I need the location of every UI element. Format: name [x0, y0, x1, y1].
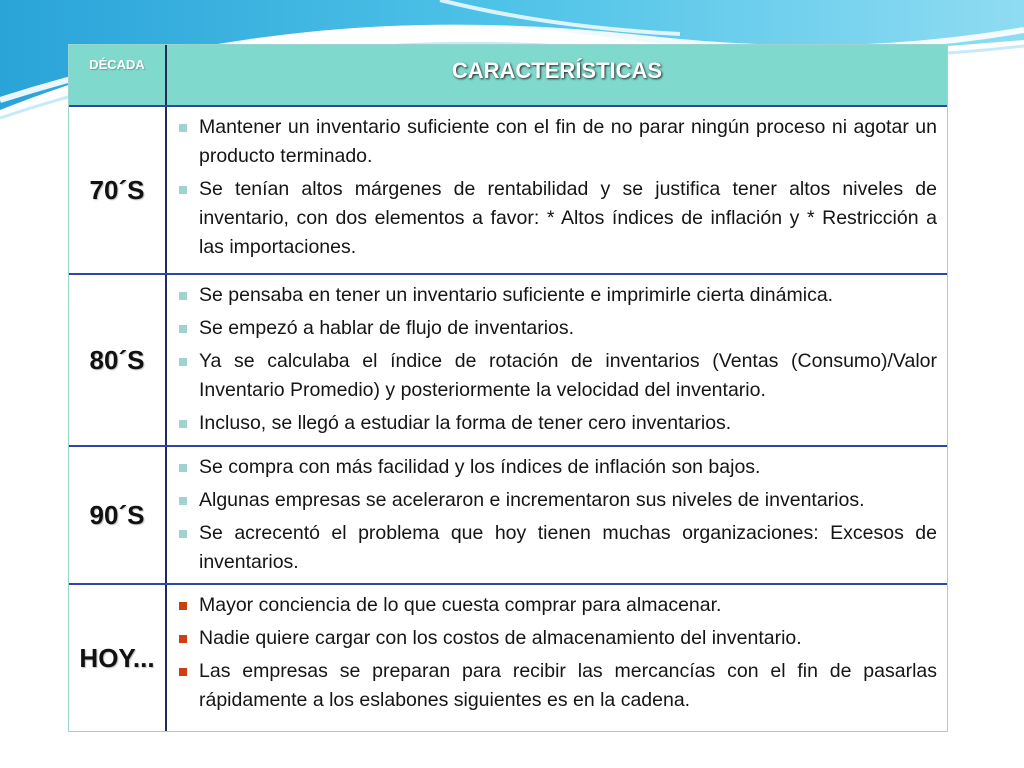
- list-item: Ya se calculaba el índice de rotación de inventarios (Ventas (Consumo)/Valor Inventario Promedio) y posteriormente la velocidad del inventario.: [167, 347, 937, 405]
- column-divider: [165, 45, 167, 105]
- decade-label: HOY...: [79, 642, 155, 673]
- square-bullet-icon: [179, 602, 187, 610]
- table-row: [69, 275, 947, 445]
- square-bullet-icon: [179, 292, 187, 300]
- decade-label: 90´S: [89, 499, 145, 530]
- characteristics-list: [167, 281, 937, 442]
- list-item: Se acrecentó el problema que hoy tienen muchas organizaciones: Excesos de inventarios.: [167, 519, 937, 577]
- characteristics-column-header: CARACTERÍSTICAS: [451, 58, 663, 83]
- square-bullet-icon: [179, 464, 187, 472]
- characteristics-list: [167, 591, 937, 719]
- list-item: Se empezó a hablar de flujo de inventarios.: [167, 314, 937, 343]
- decade-label: 70´S: [89, 174, 145, 205]
- list-item: Se compra con más facilidad y los índices de inflación son bajos.: [167, 453, 937, 482]
- square-bullet-icon: [179, 358, 187, 366]
- square-bullet-icon: [179, 420, 187, 428]
- characteristics-list: [167, 453, 937, 581]
- list-item: Mantener un inventario suficiente con el fin de no parar ningún proceso ni agotar un producto terminado.: [167, 113, 937, 171]
- square-bullet-icon: [179, 124, 187, 132]
- decades-table: [68, 44, 948, 732]
- square-bullet-icon: [179, 497, 187, 505]
- decade-column-header: DÉCADA: [89, 57, 145, 72]
- list-item: Se tenían altos márgenes de rentabilidad y se justifica tener altos niveles de inventario, con dos elementos a favor: * Altos índices de inflación y * Restricción a las importaciones.: [167, 175, 937, 262]
- square-bullet-icon: [179, 186, 187, 194]
- table-row: [69, 107, 947, 273]
- square-bullet-icon: [179, 668, 187, 676]
- square-bullet-icon: [179, 635, 187, 643]
- square-bullet-icon: [179, 530, 187, 538]
- characteristics-list: [167, 113, 937, 266]
- list-item: Se pensaba en tener un inventario suficiente e imprimirle cierta dinámica.: [167, 281, 937, 310]
- table-header: [69, 45, 947, 105]
- list-item: Nadie quiere cargar con los costos de almacenamiento del inventario.: [167, 624, 937, 653]
- list-item: Mayor conciencia de lo que cuesta comprar para almacenar.: [167, 591, 937, 620]
- list-item: Incluso, se llegó a estudiar la forma de tener cero inventarios.: [167, 409, 937, 438]
- list-item: Algunas empresas se aceleraron e incrementaron sus niveles de inventarios.: [167, 486, 937, 515]
- decade-label: 80´S: [89, 344, 145, 375]
- list-item: Las empresas se preparan para recibir las mercancías con el fin de pasarlas rápidamente a los eslabones siguientes es en la cadena.: [167, 657, 937, 715]
- table-row: [69, 447, 947, 583]
- square-bullet-icon: [179, 325, 187, 333]
- table-row: [69, 585, 947, 731]
